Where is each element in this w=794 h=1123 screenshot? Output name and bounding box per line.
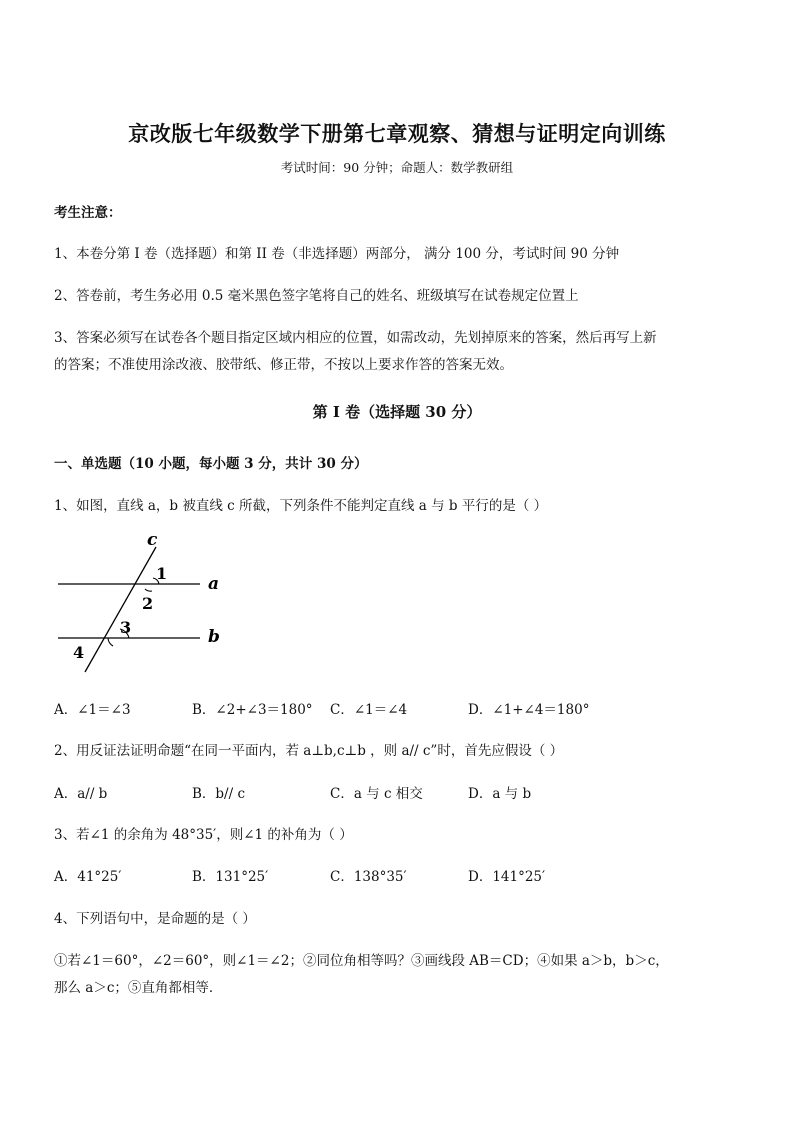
q1-option-c: C．∠1＝∠4 — [330, 702, 408, 718]
section-title: 第 I 卷（选择题 30 分） — [312, 403, 482, 421]
label-4: 4 — [73, 643, 85, 662]
label-3: 3 — [120, 618, 132, 637]
q1-option-b: B．∠2+∠3＝180° — [192, 702, 313, 718]
notice-heading: 考生注意： — [54, 205, 122, 221]
part-title: 一、单选题（10 小题，每小题 3 分，共计 30 分） — [54, 456, 368, 472]
notice-item-3: 3、答案必须写在试卷各个题目指定区域内相应的位置，如需改动，先划掉原来的答案，然后再写上新 — [54, 330, 657, 346]
label-2: 2 — [142, 594, 154, 613]
label-1: 1 — [156, 564, 168, 583]
angle2-arc — [145, 589, 152, 591]
q2-option-c: C．a 与 c 相交 — [330, 786, 423, 802]
angle4-arc — [108, 638, 113, 646]
q4-stem: 4、下列语句中，是命题的是（ ） — [54, 911, 256, 927]
q4-statements-line1: ①若∠1＝60°，∠2＝60°，则∠1＝∠2；②同位角相等吗？③画线段 AB＝CD；④如果 a＞b，b＞c， — [54, 953, 669, 969]
label-b: b — [208, 627, 220, 647]
q1-stem: 1、如图，直线 a，b 被直线 c 所截，下列条件不能判定直线 a 与 b 平行的是（ ） — [54, 498, 548, 514]
q1-option-d: D．∠1+∠4＝180° — [468, 702, 590, 718]
q2-option-b: B．b// c — [192, 786, 246, 802]
notice-item-3-cont: 的答案；不准使用涂改液、胶带纸、修正带，不按以上要求作答的答案无效。 — [54, 357, 513, 373]
q3-option-d: D．141°25′ — [468, 869, 546, 885]
label-a: a — [208, 574, 220, 594]
q4-statements-line2: 那么 a＞c；⑤直角都相等． — [54, 980, 223, 996]
q3-option-a: A．41°25′ — [54, 869, 122, 885]
q3-option-c: C．138°35′ — [330, 869, 407, 885]
q2-option-d: D．a 与 b — [468, 786, 532, 802]
exam-info: 考试时间：90 分钟；命题人：数学教研组 — [280, 160, 514, 175]
page-title: 京改版七年级数学下册第七章观察、猜想与证明定向训练 — [128, 121, 666, 146]
q1-option-a: A．∠1＝∠3 — [54, 702, 131, 718]
q3-stem: 3、若∠1 的余角为 48°35′，则∠1 的补角为（ ） — [54, 827, 353, 843]
notice-item-2: 2、答卷前，考生务必用 0.5 毫米黑色签字笔将自己的姓名、班级填写在试卷规定位置上 — [54, 288, 579, 304]
notice-item-1: 1、本卷分第 I 卷（选择题）和第 II 卷（非选择题）两部分， 满分 100 分，考试时间 90 分钟 — [54, 246, 620, 262]
q1-figure — [50, 527, 240, 675]
label-c: c — [147, 530, 158, 550]
q2-option-a: A．a// b — [54, 786, 108, 802]
q2-stem: 2、用反证法证明命题“在同一平面内，若 a⊥b,c⊥b ，则 a// c”时，首先应假设（ ） — [54, 743, 564, 759]
q3-option-b: B．131°25′ — [192, 869, 269, 885]
